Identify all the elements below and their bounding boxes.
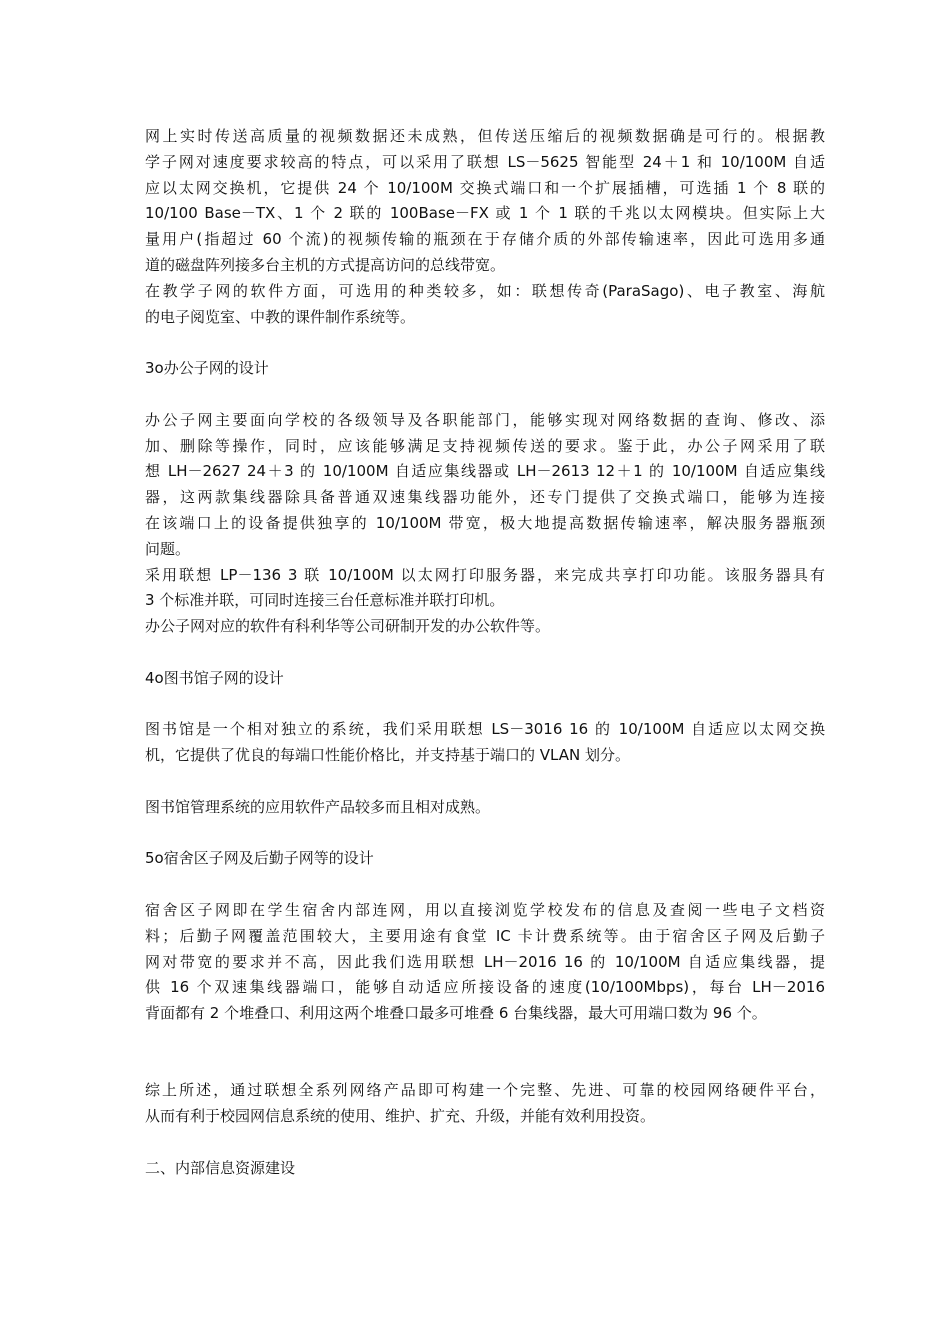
text-line: 供 16 个双速集线器端口，能够自动适应所接设备的速度(10/100Mbps)，每台 LH－2016: [145, 978, 825, 997]
text-line: 办公子网对应的软件有科利华等公司研制开发的办公软件等。: [145, 617, 551, 636]
text-line: 学子网对速度要求较高的特点，可以采用了联想 LS－5625 智能型 24＋1 和 10/100M 自适: [145, 152, 825, 171]
paragraph-print-server: [145, 563, 825, 615]
text-line: 应以太网交换机，它提供 24 个 10/100M 交换式端口和一个扩展插槽，可选插 1 个 8 联的: [145, 178, 825, 197]
section-heading-office-subnet: 3o办公子网的设计: [145, 359, 269, 378]
paragraph-library-switch: [145, 717, 825, 769]
text-line: 图书馆管理系统的应用软件产品较多而且相对成熟。: [145, 797, 491, 816]
paragraph-teaching-video: [145, 124, 825, 279]
text-line: 在教学子网的软件方面，可选用的种类较多，如：联想传奇(ParaSago)、电子教室、海航: [145, 281, 825, 300]
text-line: 办公子网主要面向学校的各级领导及各职能部门，能够实现对网络数据的查询、修改、添: [145, 410, 825, 429]
section-heading-dorm-subnet: 5o宿舍区子网及后勤子网等的设计: [145, 849, 374, 868]
text-line: 道的磁盘阵列接多台主机的方式提高访问的总线带宽。: [145, 255, 506, 274]
text-line: 背面都有 2 个堆叠口、利用这两个堆叠口最多可堆叠 6 台集线器，最大可用端口数为 96 个。: [145, 1004, 767, 1023]
spacer: [145, 330, 825, 356]
text-line: 料；后勤子网覆盖范围较大，主要用途有食堂 IC 卡计费系统等。由于宿舍区子网及后勤子: [145, 926, 825, 945]
text-line: 从而有利于校园网信息系统的使用、维护、扩充、升级，并能有效利用投资。: [145, 1107, 656, 1126]
spacer: [145, 821, 825, 847]
paragraph-office-software: [145, 614, 825, 640]
text-line: 图书馆是一个相对独立的系统，我们采用联想 LS－3016 16 的 10/100M 自适应以太网交换: [145, 720, 825, 739]
document-body: [145, 124, 825, 1182]
section-heading-library-subnet: 4o图书馆子网的设计: [145, 668, 284, 687]
section-heading-internal-resources: 二、内部信息资源建设: [145, 1158, 296, 1177]
text-line: 的电子阅览室、中教的课件制作系统等。: [145, 307, 416, 326]
text-line: 加、删除等操作，同时，应该能够满足支持视频传送的要求。鉴于此，办公子网采用了联: [145, 436, 825, 455]
paragraph-office-subnet: [145, 408, 825, 563]
spacer: [145, 872, 825, 898]
text-line: 采用联想 LP－136 3 联 10/100M 以太网打印服务器，来完成共享打印功能。该服务器具有: [145, 565, 825, 584]
text-line: 综上所述，通过联想全系列网络产品即可构建一个完整、先进、可靠的校园网络硬件平台，: [145, 1081, 825, 1100]
text-line: 网上实时传送高质量的视频数据还未成熟，但传送压缩后的视频数据确是可行的。根据教: [145, 127, 825, 145]
text-line: 机，它提供了优良的每端口性能价格比，并支持基于端口的 VLAN 划分。: [145, 746, 630, 765]
text-line: 器，这两款集线器除具备普通双速集线器功能外，还专门提供了交换式端口，能够为连接: [145, 488, 825, 507]
spacer: [145, 1053, 825, 1079]
spacer: [145, 640, 825, 666]
text-line: 量用户(指超过 60 个流)的视频传输的瓶颈在于存储介质的外部传输速率，因此可选用多通: [145, 230, 825, 249]
spacer: [145, 769, 825, 795]
text-line: 问题。: [145, 539, 191, 558]
text-line: 3 个标准并联，可同时连接三台任意标准并联打印机。: [145, 591, 505, 610]
spacer: [145, 692, 825, 718]
paragraph-summary: [145, 1078, 825, 1130]
text-line: 宿舍区子网即在学生宿舍内部连网，用以直接浏览学校发布的信息及查阅一些电子文档资: [145, 900, 825, 919]
text-line: 网对带宽的要求并不高，因此我们选用联想 LH－2016 16 的 10/100M 自适应集线器，提: [145, 952, 825, 971]
spacer: [145, 382, 825, 408]
spacer: [145, 1130, 825, 1156]
text-line: 在该端口上的设备提供独享的 10/100M 带宽，极大地提高数据传输速率，解决服务器瓶颈: [145, 513, 825, 532]
paragraph-library-software: [145, 795, 825, 821]
spacer: [145, 1027, 825, 1053]
paragraph-dorm-subnet: [145, 898, 825, 1027]
paragraph-teaching-software: [145, 279, 825, 331]
text-line: 10/100 Base－TX、1 个 2 联的 100Base－FX 或 1 个 1 联的千兆以太网模块。但实际上大: [145, 204, 825, 223]
text-line: 想 LH－2627 24＋3 的 10/100M 自适应集线器或 LH－2613 12＋1 的 10/100M 自适应集线: [145, 462, 825, 481]
